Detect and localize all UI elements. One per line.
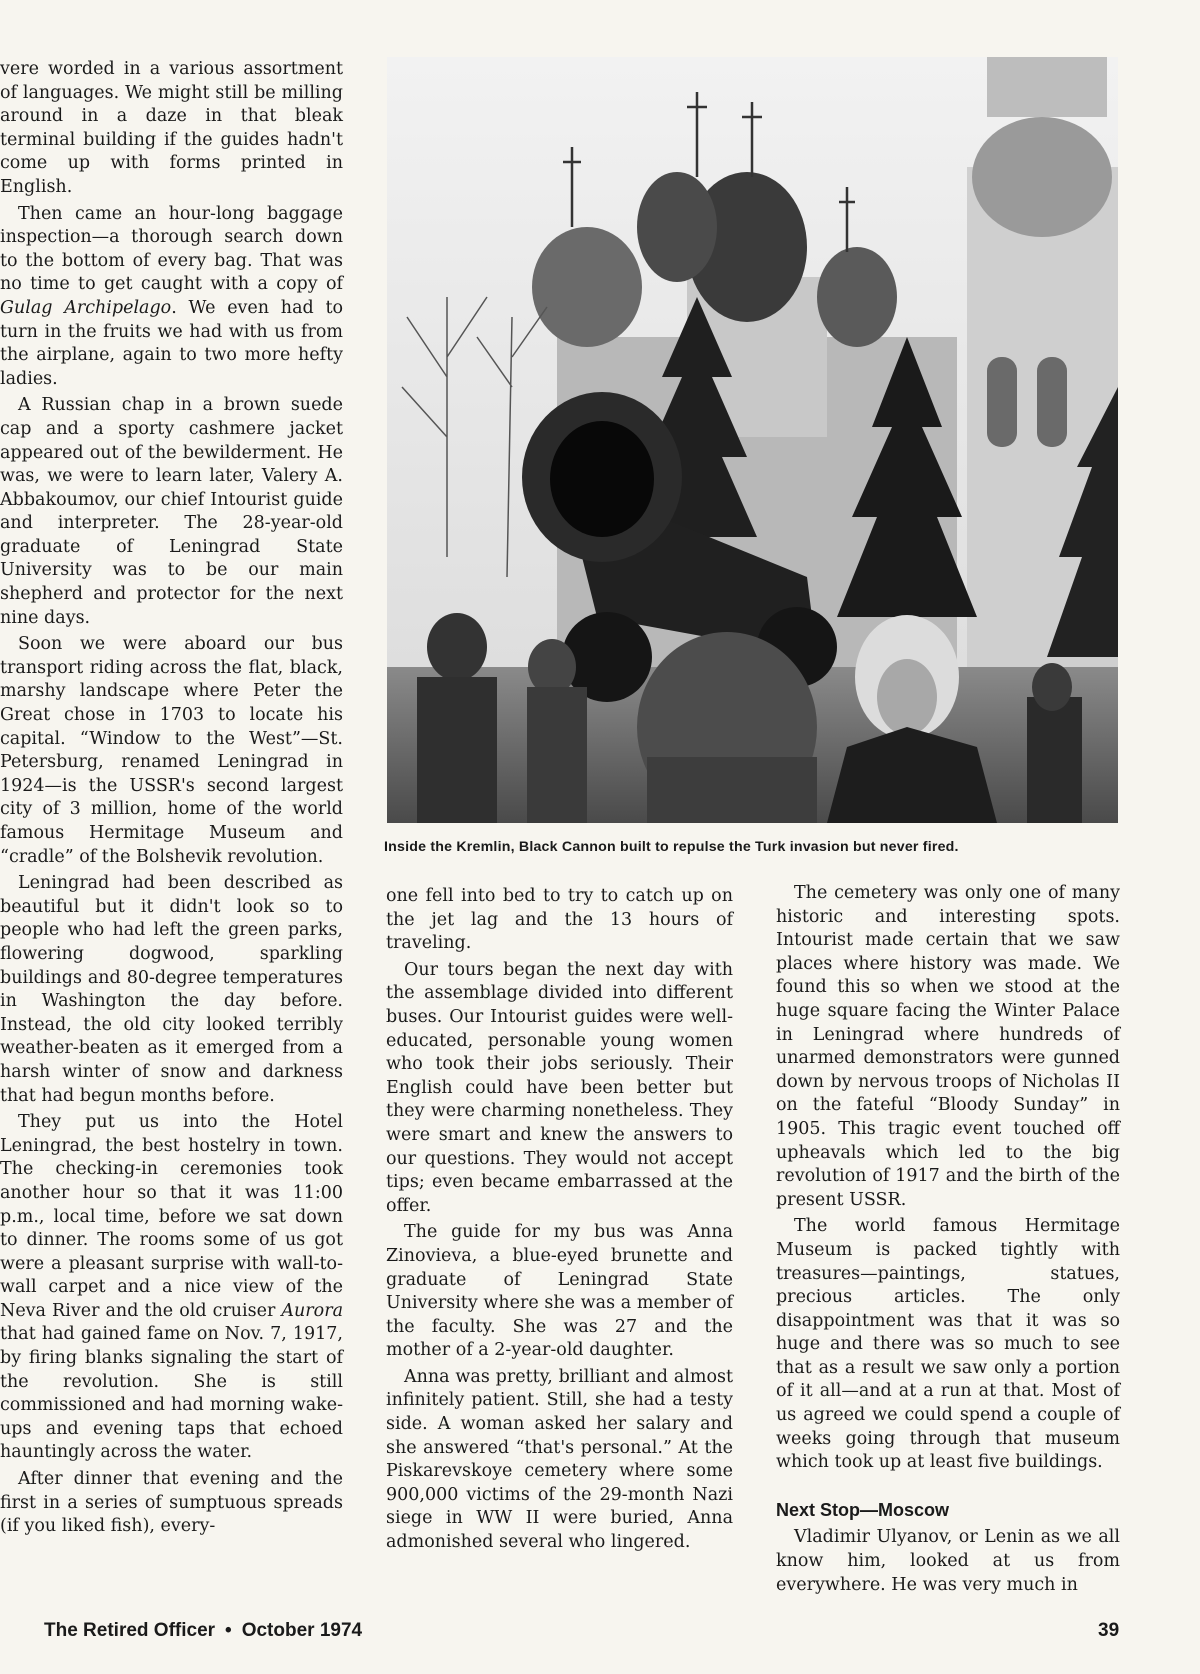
issue-date: October 1974 xyxy=(241,1620,363,1641)
paragraph: Our tours began the next day with the assemblage divided into different buses. Our Intourist guides were well-educated, personable young women who took their jobs seriously. Their English could have been better but they were charming nonetheless. They were smart and knew the answers to our questions. They would not accept tips; even became embarrassed at the offer. xyxy=(386,959,733,1216)
paragraph-text: that had gained fame on Nov. 7, 1917, by firing blanks signaling the start of the revolution. She is still commissioned and had morning wake-ups and evening taps that echoed hauntingly across the water. xyxy=(0,1324,343,1463)
paragraph: Anna was pretty, brilliant and almost infinitely patient. Still, she had a testy side. A woman asked her salary and she answered “that's personal.” At the Piskarevskoye cemetery where some 900,000 victims of the 29-month Nazi siege in WW II were buried, Anna admonished several who lingered. xyxy=(386,1366,733,1553)
paragraph: one fell into bed to try to catch up on the jet lag and the 13 hours of traveling. xyxy=(386,886,733,954)
page-number: 39 xyxy=(1098,1620,1120,1641)
ship-name: Aurora xyxy=(281,1300,343,1321)
paragraph: vere worded in a various assortment of languages. We might still be milling around in a daze in that bleak terminal building if the guides hadn't come up with forms printed in English. xyxy=(0,59,343,197)
kremlin-cannon-photo xyxy=(387,57,1118,823)
paragraph: The world famous Hermitage Museum is packed tightly with treasures—paintings, statues, precious articles. The only disappointment was that it was so huge and there was so much to see that as a result we saw only a portion of it all—and at a run at that. Most of us agreed we could spend a couple of weeks going through that museum which took up at least five buildings. xyxy=(776,1216,1120,1473)
paragraph: Leningrad had been described as beautiful but it didn't look so to people who had left the green parks, flowering dogwood, sparkling buildings and 80-degree temperatures in Washington the day before. Instead, the old city looked terribly weather-beaten as it emerged from a harsh winter of snow and darkness that had begun months before. xyxy=(0,873,343,1106)
paragraph: Vladimir Ulyanov, or Lenin as we all know him, looked at us from everywhere. He was very much in xyxy=(776,1527,1120,1595)
paragraph: Soon we were aboard our bus transport riding across the flat, black, marshy landscape where Peter the Great chose in 1703 to locate his capital. “Window to the West”—St. Petersburg, renamed Leningrad in 1924—is the USSR's second largest city of 3 million, home of the world famous Hermitage Museum and “cradle” of the Bolshevik revolution. xyxy=(0,634,343,867)
column-left xyxy=(0,58,343,1542)
paragraph-text: . We even had to turn in the fruits we had with us from the airplane, again to two more hefty ladies. xyxy=(0,297,344,389)
paragraph xyxy=(0,1111,343,1465)
section-subhead: Next Stop—Moscow xyxy=(776,1499,950,1520)
column-middle xyxy=(386,885,733,1558)
paragraph: The guide for my bus was Anna Zinovieva, a blue-eyed brunette and graduate of Leningrad State University where she was a member of the faculty. She was 27 and the mother of a 2-year-old daughter. xyxy=(386,1222,733,1361)
photo-caption: Inside the Kremlin, Black Cannon built to repulse the Turk invasion but never fired. xyxy=(384,839,959,855)
book-title: Gulag Archipelago xyxy=(0,297,172,318)
paragraph: The cemetery was only one of many historic and interesting spots. Intourist made certain that we saw places where history was made. We found this so when we stood at the huge square facing the Winter Palace in Leningrad where hundreds of unarmed demonstrators were gunned down by nervous troops of Nicholas II on the fateful “Bloody Sunday” in 1905. This tragic event touched off upheavals which led to the big revolution of 1917 and the birth of the present USSR. xyxy=(776,883,1120,1210)
photo-illustration xyxy=(387,57,1118,823)
paragraph: After dinner that evening and the first in a series of sumptuous spreads (if you liked fish), every- xyxy=(0,1469,343,1537)
publication-name: The Retired Officer xyxy=(44,1620,216,1641)
paragraph: A Russian chap in a brown suede cap and a sporty cashmere jacket appeared out of the bewilderment. He was, we were to learn later, Valery A. Abbakoumov, our chief Intourist guide and interpreter. The 28-year-old graduate of Leningrad State University was to be our main shepherd and protector for the next nine days. xyxy=(0,395,343,628)
bullet-separator: • xyxy=(225,1620,232,1641)
column-right xyxy=(776,882,1120,1600)
page-footer xyxy=(44,1620,362,1642)
paragraph-text: Then came an hour-long baggage inspection—a thorough search down to the bottom of every bag. That was no time to get caught with a copy of xyxy=(0,203,343,295)
paragraph-text: They put us into the Hotel Leningrad, the best hostelry in town. The checking-in ceremonies took another hour so that it was 11:00 p.m., local time, before we sat down to dinner. The rooms some of us got were a pleasant surprise with wall-to-wall carpet and a nice view of the Neva River and the old cruiser xyxy=(0,1112,343,1321)
paragraph xyxy=(0,203,343,392)
